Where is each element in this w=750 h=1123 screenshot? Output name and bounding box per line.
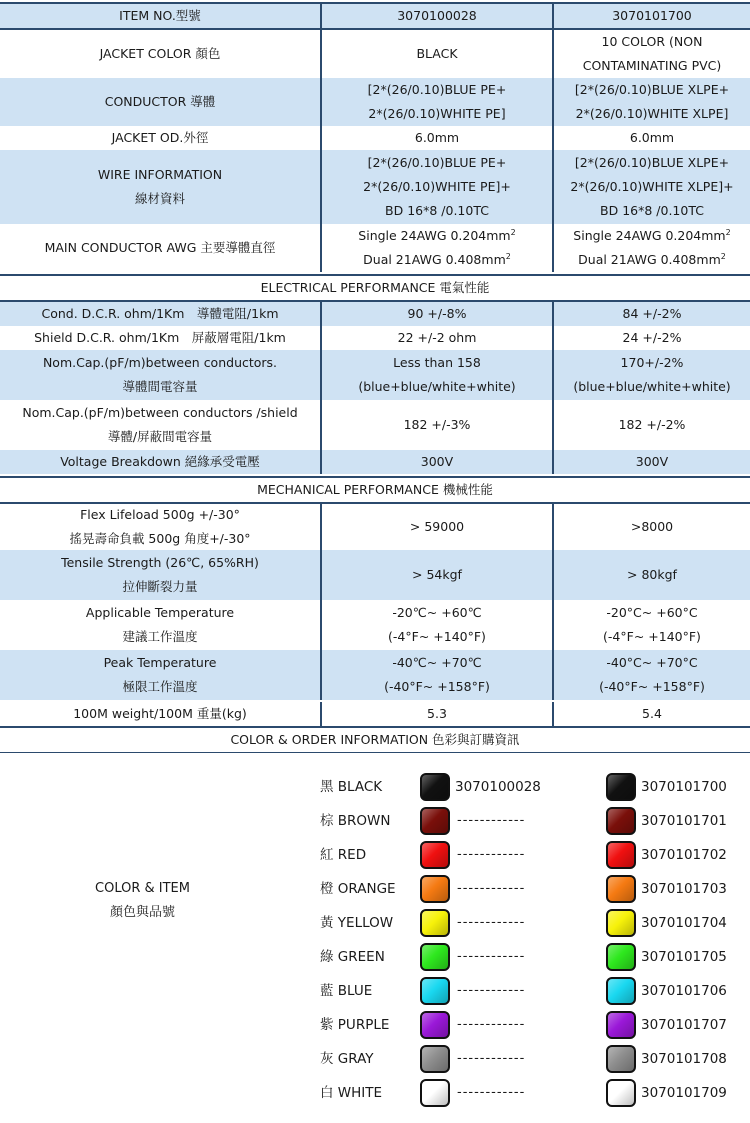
wire-information-label [0, 150, 322, 224]
color-swatch [606, 773, 636, 801]
jacket-od-value-1-line: 6.0mm [414, 130, 460, 145]
row-shield-dcr [0, 326, 750, 350]
row-flex-life [0, 504, 750, 550]
conductor-value-2-line: [2*(26/0.10)BLUE XLPE+ [574, 82, 730, 97]
item-code-1-empty: ------------ [457, 1051, 526, 1066]
row-cond-dcr [0, 302, 750, 326]
flex-life-value-1-line: > 59000 [409, 519, 465, 534]
color-row [0, 872, 750, 906]
nom-cap-conductors-value-2-line: 170+/-2% [620, 355, 684, 370]
applicable-temperature-label [0, 600, 322, 650]
flex-life-label-line: 搖晃壽命負載 500g 角度+/-30° [69, 531, 251, 546]
wire-information-value-2-line: [2*(26/0.10)BLUE XLPE+ [574, 155, 730, 170]
jacket-color-label-line: JACKET COLOR 顏色 [99, 46, 221, 61]
peak-temperature-value-1-line: -40℃~ +70℃ [392, 655, 482, 670]
color-name: 綠 GREEN [320, 949, 385, 965]
wire-information-value-1-line: [2*(26/0.10)BLUE PE+ [367, 155, 507, 170]
weight-label [0, 702, 322, 726]
color-swatch [606, 807, 636, 835]
item-code-1: 3070100028 [455, 779, 541, 795]
color-name: 紫 PURPLE [320, 1017, 390, 1033]
item-code-2: 3070101706 [641, 983, 727, 999]
weight-value-1 [322, 702, 554, 726]
color-row [0, 940, 750, 974]
peak-temperature-value-2 [554, 650, 750, 700]
peak-temperature-label [0, 650, 322, 700]
jacket-od-label-line: JACKET OD.外徑 [111, 130, 209, 145]
nom-cap-conductors-value-1-line: (blue+blue/white+white) [358, 379, 516, 394]
voltage-breakdown-value-1 [322, 450, 554, 474]
row-peak-temperature [0, 650, 750, 700]
cond-dcr-value-2-line: 84 +/-2% [622, 306, 682, 321]
main-conductor-awg-value-2 [554, 224, 750, 272]
row-weight [0, 702, 750, 726]
color-swatch [606, 1045, 636, 1073]
item-code-1-empty: ------------ [457, 847, 526, 862]
color-order-title [0, 728, 750, 752]
divider [0, 726, 750, 728]
jacket-od-label [0, 126, 322, 150]
color-swatch [420, 943, 450, 971]
electrical-title [0, 276, 750, 300]
item-code-1-empty: ------------ [457, 1017, 526, 1032]
color-item-label-zh: 顏色與品號 [109, 905, 175, 920]
color-swatch [606, 909, 636, 937]
nom-cap-shield-label [0, 400, 322, 450]
color-name: 藍 BLUE [320, 983, 373, 999]
wire-information-value-1-line: 2*(26/0.10)WHITE PE]+ [363, 179, 511, 194]
item-code-2: 3070101705 [641, 949, 727, 965]
applicable-temperature-label-line: 建議工作溫度 [122, 629, 198, 644]
color-swatch [420, 841, 450, 869]
row-jacket-color [0, 30, 750, 78]
color-name: 黑 BLACK [320, 779, 383, 795]
shield-dcr-value-2 [554, 326, 750, 350]
color-name: 白 WHITE [320, 1085, 383, 1101]
color-row [0, 974, 750, 1008]
nom-cap-conductors-value-2 [554, 350, 750, 400]
voltage-breakdown-label-line: Voltage Breakdown 絕緣承受電壓 [60, 454, 260, 469]
item-code-2: 3070101708 [641, 1051, 727, 1067]
divider [0, 28, 750, 30]
item-code-2: 3070101707 [641, 1017, 727, 1033]
row-nom-cap-conductors [0, 350, 750, 400]
shield-dcr-value-1-line: 22 +/-2 ohm [397, 330, 477, 345]
applicable-temperature-label-line: Applicable Temperature [85, 605, 235, 620]
peak-temperature-label-line: 極限工作溫度 [122, 679, 198, 694]
jacket-color-label [0, 30, 322, 78]
color-name: 紅 RED [320, 847, 367, 863]
cond-dcr-value-1 [322, 302, 554, 326]
conductor-value-2 [554, 78, 750, 126]
main-conductor-awg-value-1-line: Dual 21AWG $0.408mm^2$ [363, 251, 511, 267]
color-row [0, 770, 750, 804]
voltage-breakdown-value-2-line: 300V [635, 454, 669, 469]
tensile-strength-value-1 [322, 550, 554, 600]
item-code-2: 3070101709 [641, 1085, 727, 1101]
item-code-1-empty: ------------ [457, 983, 526, 998]
jacket-color-value-2-line: CONTAMINATING PVC) [582, 58, 722, 73]
color-order-title-text: COLOR & ORDER INFORMATION 色彩與訂購資訊 [230, 732, 520, 747]
main-conductor-awg-value-1 [322, 224, 554, 272]
shield-dcr-label-line: Shield D.C.R. ohm/1Km 屏蔽層電阻/1km [34, 330, 286, 345]
weight-value-2-line: 5.4 [642, 706, 662, 721]
electrical-title-text: ELECTRICAL PERFORMANCE 電氣性能 [260, 280, 490, 295]
color-swatch [606, 1011, 636, 1039]
shield-dcr-value-1 [322, 326, 554, 350]
conductor-value-1-line: [2*(26/0.10)BLUE PE+ [367, 82, 507, 97]
nom-cap-conductors-label [0, 350, 322, 400]
row-voltage-breakdown [0, 450, 750, 474]
color-swatch [420, 909, 450, 937]
color-swatch [420, 773, 450, 801]
flex-life-value-2 [554, 504, 750, 550]
applicable-temperature-value-1 [322, 600, 554, 650]
applicable-temperature-value-2-line: (-4°F~ +140°F) [603, 629, 701, 644]
weight-label-line: 100M weight/100M 重量(kg) [73, 706, 247, 721]
superscript: 2 [505, 251, 511, 261]
jacket-od-value-2 [554, 126, 750, 150]
color-swatch [420, 1079, 450, 1107]
jacket-od-value-2-line: 6.0mm [629, 130, 675, 145]
peak-temperature-label-line: Peak Temperature [103, 655, 217, 670]
nom-cap-conductors-label-line: 導體間電容量 [122, 379, 198, 394]
nom-cap-shield-value-2 [554, 400, 750, 450]
row-conductor [0, 78, 750, 126]
wire-information-value-1-line: BD 16*8 /0.10TC [385, 203, 489, 218]
mechanical-title-text: MECHANICAL PERFORMANCE 機械性能 [257, 482, 493, 497]
shield-dcr-label [0, 326, 322, 350]
item-code-2: 3070101700 [641, 779, 727, 795]
divider [0, 274, 750, 276]
header-col1: 3070100028 [322, 4, 554, 28]
applicable-temperature-value-2 [554, 600, 750, 650]
item-code-1-empty: ------------ [457, 881, 526, 896]
conductor-label-line: CONDUCTOR 導體 [104, 94, 216, 109]
color-swatch [606, 977, 636, 1005]
color-order-section [0, 753, 750, 1123]
shield-dcr-value-2-line: 24 +/-2% [622, 330, 682, 345]
main-conductor-awg-value-2-line: Single 24AWG $0.204mm^2$ [573, 227, 731, 243]
color-swatch [606, 841, 636, 869]
tensile-strength-value-2 [554, 550, 750, 600]
row-wire-information [0, 150, 750, 224]
flex-life-label-line: Flex Lifeload 500g +/-30° [80, 507, 240, 522]
nom-cap-shield-label-line: Nom.Cap.(pF/m)between conductors /shield [22, 405, 298, 420]
applicable-temperature-value-1-line: (-4°F~ +140°F) [388, 629, 486, 644]
row-jacket-od [0, 126, 750, 150]
voltage-breakdown-label [0, 450, 322, 474]
item-code-1-empty: ------------ [457, 949, 526, 964]
applicable-temperature-value-1-line: -20℃~ +60℃ [392, 605, 482, 620]
color-row [0, 838, 750, 872]
color-row [0, 906, 750, 940]
tensile-strength-value-1-line: > 54kgf [412, 567, 462, 582]
nom-cap-conductors-value-1 [322, 350, 554, 400]
conductor-label [0, 78, 322, 126]
jacket-color-value-2 [554, 30, 750, 78]
conductor-value-1-line: 2*(26/0.10)WHITE PE] [368, 106, 506, 121]
flex-life-value-2-line: >8000 [630, 519, 674, 534]
color-swatch [420, 1011, 450, 1039]
color-swatch [420, 1045, 450, 1073]
weight-value-1-line: 5.3 [427, 706, 447, 721]
conductor-value-2-line: 2*(26/0.10)WHITE XLPE] [575, 106, 729, 121]
color-item-label-en: COLOR & ITEM [95, 881, 190, 896]
peak-temperature-value-1-line: (-40°F~ +158°F) [384, 679, 490, 694]
color-row [0, 1008, 750, 1042]
wire-information-value-2-line: BD 16*8 /0.10TC [600, 203, 704, 218]
nom-cap-conductors-value-1-line: Less than 158 [393, 355, 481, 370]
item-code-1-empty: ------------ [457, 915, 526, 930]
nom-cap-shield-value-1-line: 182 +/-3% [403, 417, 471, 432]
wire-information-label-line: WIRE INFORMATION [97, 167, 223, 182]
color-row [0, 1042, 750, 1076]
wire-information-value-1 [322, 150, 554, 224]
color-swatch [606, 943, 636, 971]
tensile-strength-label [0, 550, 322, 600]
jacket-color-value-2-line: 10 COLOR (NON [601, 34, 703, 49]
color-swatch [420, 977, 450, 1005]
item-code-2: 3070101702 [641, 847, 727, 863]
main-conductor-awg-value-1-line: Single 24AWG $0.204mm^2$ [358, 227, 516, 243]
color-swatch [420, 875, 450, 903]
header-row [0, 4, 750, 28]
superscript: 2 [725, 227, 731, 237]
jacket-od-value-1 [322, 126, 554, 150]
nom-cap-shield-value-1 [322, 400, 554, 450]
peak-temperature-value-2-line: (-40°F~ +158°F) [599, 679, 705, 694]
header-col2: 3070101700 [612, 8, 692, 23]
cond-dcr-value-1-line: 90 +/-8% [407, 306, 467, 321]
jacket-color-value-1 [322, 30, 554, 78]
divider [0, 476, 750, 478]
flex-life-value-1 [322, 504, 554, 550]
divider [0, 300, 750, 302]
weight-value-2 [554, 702, 750, 726]
color-name: 黃 YELLOW [320, 915, 394, 931]
nom-cap-conductors-value-2-line: (blue+blue/white+white) [573, 379, 731, 394]
tensile-strength-label-line: Tensile Strength (26℃, 65%RH) [61, 555, 259, 570]
cond-dcr-label-line: Cond. D.C.R. ohm/1Km 導體電阻/1km [41, 306, 279, 321]
voltage-breakdown-value-2 [554, 450, 750, 474]
divider [0, 502, 750, 504]
peak-temperature-value-2-line: -40°C~ +70°C [606, 655, 698, 670]
color-swatch [606, 1079, 636, 1107]
nom-cap-shield-label-line: 導體/屏蔽間電容量 [107, 429, 213, 444]
wire-information-value-2-line: 2*(26/0.10)WHITE XLPE]+ [570, 179, 734, 194]
color-name: 灰 GRAY [320, 1051, 374, 1067]
mechanical-title [0, 478, 750, 502]
divider [0, 2, 750, 4]
row-main-conductor-awg [0, 224, 750, 272]
color-row [0, 1076, 750, 1110]
wire-information-value-2 [554, 150, 750, 224]
row-nom-cap-shield [0, 400, 750, 450]
voltage-breakdown-value-1-line: 300V [420, 454, 454, 469]
row-tensile-strength [0, 550, 750, 600]
item-code-2: 3070101704 [641, 915, 727, 931]
tensile-strength-value-2-line: > 80kgf [627, 567, 677, 582]
item-code-1-empty: ------------ [457, 813, 526, 828]
item-code-2: 3070101703 [641, 881, 727, 897]
header-item-label: ITEM NO.型號 [0, 4, 322, 28]
superscript: 2 [720, 251, 726, 261]
cond-dcr-label [0, 302, 322, 326]
jacket-color-value-1-line: BLACK [416, 46, 458, 61]
nom-cap-shield-value-2-line: 182 +/-2% [618, 417, 686, 432]
item-code-1-empty: ------------ [457, 1085, 526, 1100]
color-swatch [420, 807, 450, 835]
color-name: 棕 BROWN [320, 813, 391, 829]
main-conductor-awg-label-line: MAIN CONDUCTOR AWG 主要導體直徑 [44, 240, 276, 255]
row-applicable-temperature [0, 600, 750, 650]
conductor-value-1 [322, 78, 554, 126]
nom-cap-conductors-label-line: Nom.Cap.(pF/m)between conductors. [42, 355, 278, 370]
item-code-2: 3070101701 [641, 813, 727, 829]
tensile-strength-label-line: 拉伸斷裂力量 [122, 579, 198, 594]
peak-temperature-value-1 [322, 650, 554, 700]
superscript: 2 [510, 227, 516, 237]
wire-information-label-line: 線材資料 [134, 191, 185, 206]
flex-life-label [0, 504, 322, 550]
color-name: 橙 ORANGE [320, 881, 396, 897]
main-conductor-awg-value-2-line: Dual 21AWG $0.408mm^2$ [578, 251, 726, 267]
color-row [0, 804, 750, 838]
applicable-temperature-value-2-line: -20°C~ +60°C [606, 605, 698, 620]
main-conductor-awg-label [0, 224, 322, 272]
color-swatch [606, 875, 636, 903]
cond-dcr-value-2 [554, 302, 750, 326]
